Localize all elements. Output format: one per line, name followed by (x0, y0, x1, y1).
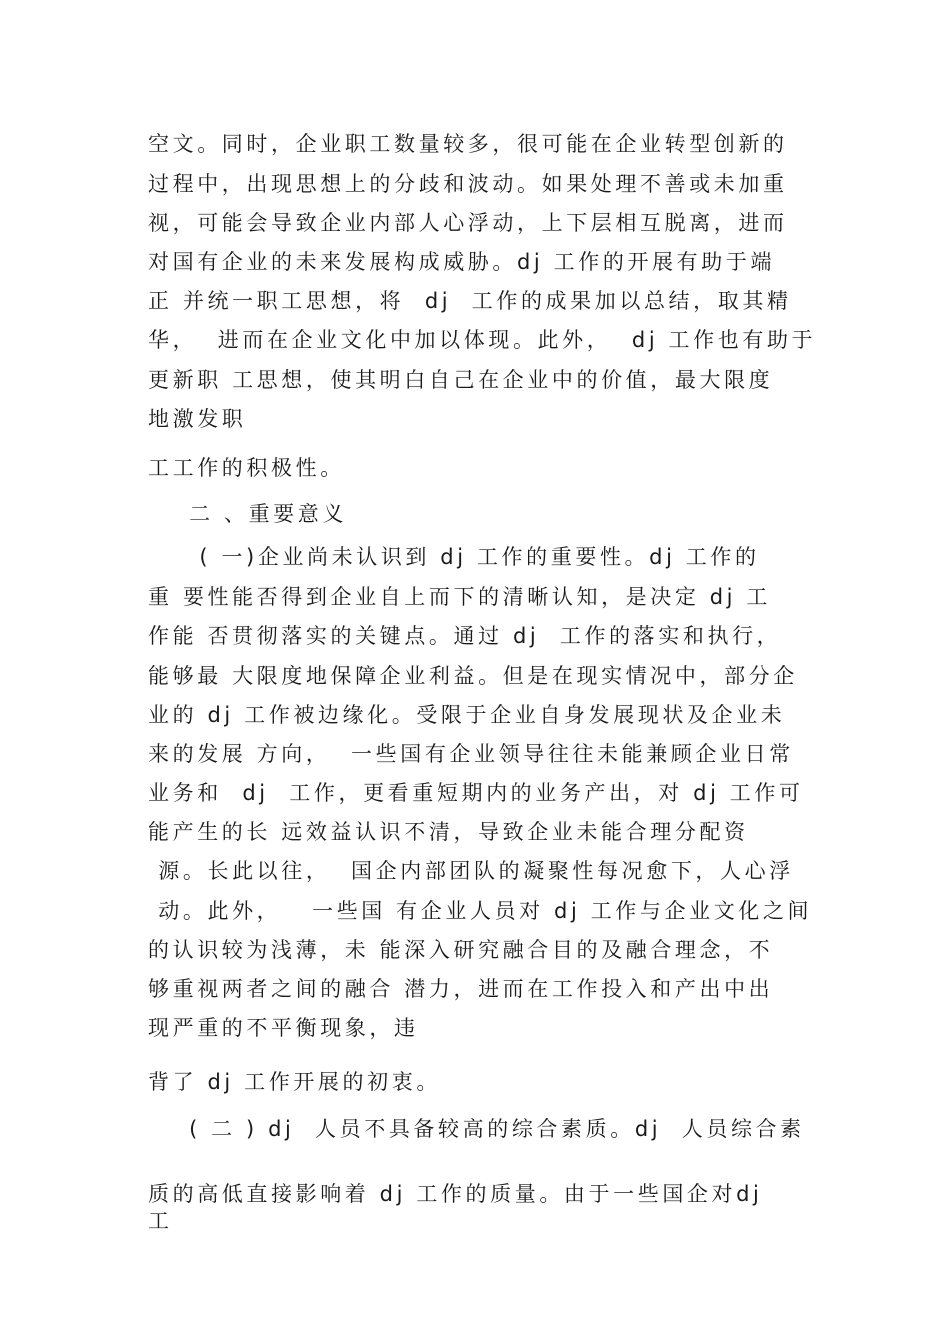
section-heading: 二 、重要意义 (148, 502, 347, 526)
text-line: 过程中，出现思想上的分歧和波动。如果处理不善或未加重 (148, 172, 788, 196)
text-line: 空文。同时，企业职工数量较多，很可能在企业转型创新的 (148, 132, 788, 156)
text-line: 背了 dj 工作开展的初衷。 (148, 1070, 441, 1094)
text-line: 现严重的不平衡现象，违 (148, 1016, 419, 1040)
text-line: 工 (148, 1209, 173, 1233)
text-line: 的认识较为浅薄，未 能深入研究融合目的及融合理念，不 (148, 938, 774, 962)
text-line: ( 二 ) dj 人员不具备较高的综合素质。dj 人员综合素 (148, 1117, 805, 1141)
text-line: 源。长此以往， 国企内部团队的凝聚性每况愈下，人心浮 (148, 859, 794, 883)
text-line: 作能 否贯彻落实的关键点。通过 dj 工作的落实和执行， (148, 624, 782, 648)
text-line: 地激发职 (148, 407, 247, 431)
text-line: 动。此外， 一些国 有企业人员对 dj 工作与企业文化之间 (148, 899, 813, 923)
text-line: 重 要性能否得到企业自上而下的清晰认知，是决定 dj 工 (148, 585, 771, 609)
text-line: 业的 dj 工作被边缘化。受限于企业自身发展现状及企业未 (148, 703, 786, 727)
text-line: 华， 进而在企业文化中加以体现。此外， dj 工作也有助于 (148, 328, 817, 352)
text-line: 能产生的长 远效益认识不清，导致企业未能合理分配资 (148, 820, 749, 844)
text-line: 对国有企业的未来发展构成威胁。dj 工作的开展有助于端 (148, 250, 776, 274)
text-line: 工工作的积极性。 (148, 456, 345, 480)
text-line: 更新职 工思想，使其明白自己在企业中的价值，最大限度 (148, 368, 774, 392)
text-line: 够重视两者之间的融合 潜力，进而在工作投入和产出中出 (148, 977, 774, 1001)
text-line: 来的发展 方向， 一些国有企业领导往往未能兼顾企业日常 (148, 742, 794, 766)
text-line: 能够最 大限度地保障企业利益。但是在现实情况中，部分企 (148, 664, 798, 688)
text-line: 正 并统一职工思想，将 dj 工作的成果加以总结，取其精 (148, 289, 792, 313)
text-line: 视，可能会导致企业内部人心浮动，上下层相互脱离，进而 (148, 211, 788, 235)
text-line: 业务和 dj 工作，更看重短期内的业务产出，对 dj 工作可 (148, 781, 804, 805)
text-line: ( 一)企业尚未认识到 dj 工作的重要性。dj 工作的 (148, 545, 760, 569)
text-line: 质的高低直接影响着 dj 工作的质量。由于一些国企对dj (148, 1182, 763, 1206)
